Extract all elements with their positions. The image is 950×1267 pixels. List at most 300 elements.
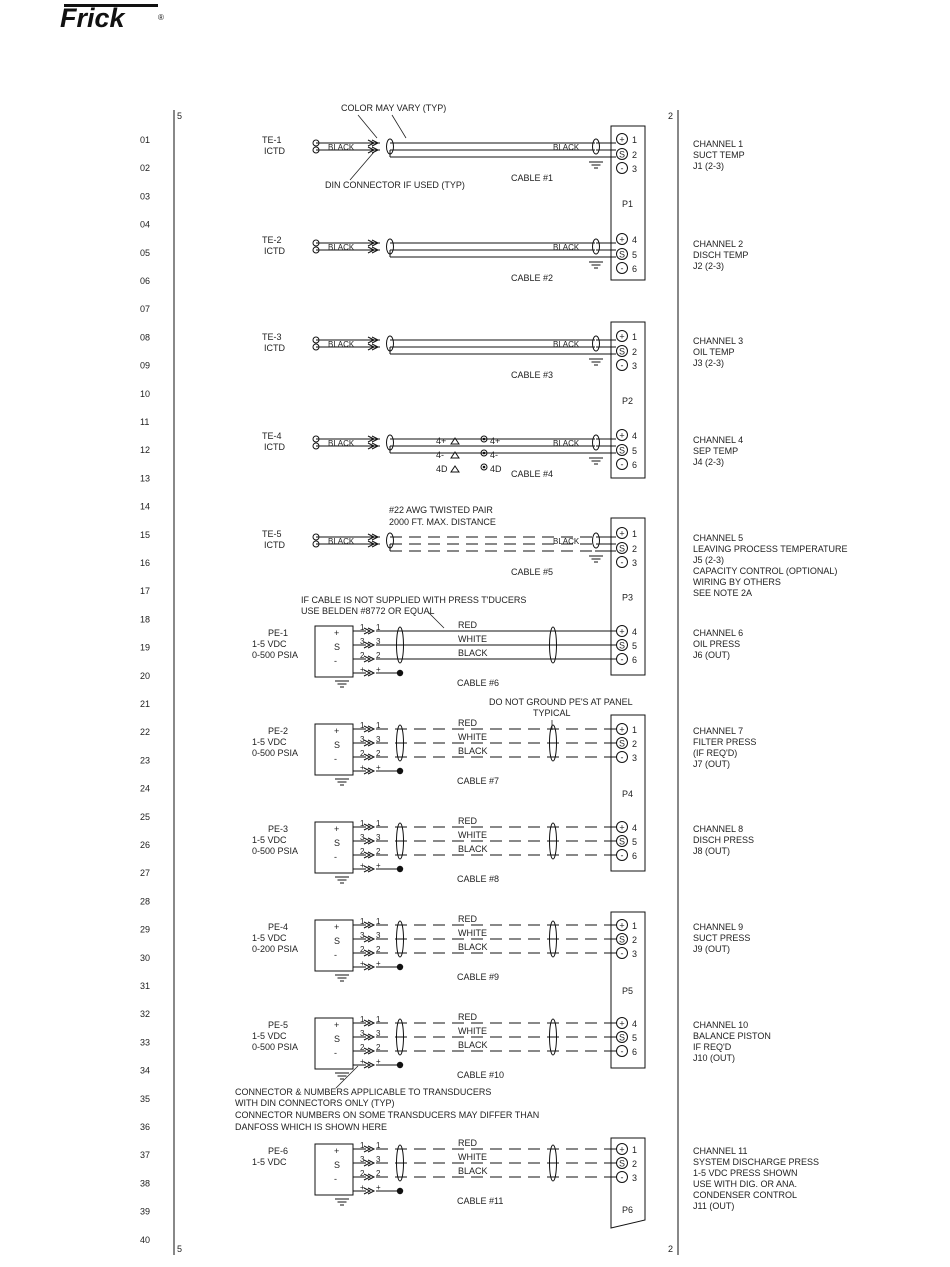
channel-label: J7 (OUT) <box>693 759 730 769</box>
transducer-term: - <box>334 1048 337 1058</box>
din-pin-number: 3 <box>360 735 365 744</box>
channel-label: SYSTEM DISCHARGE PRESS <box>693 1157 820 1167</box>
temperature-channels <box>262 134 848 599</box>
pin-symbol: + <box>619 134 625 145</box>
row-number: 36 <box>140 1122 151 1132</box>
drain-wire-node <box>397 1062 403 1068</box>
cable-label: CABLE #1 <box>511 173 554 183</box>
channel-label: CHANNEL 5 <box>693 533 744 543</box>
din-pin-number: 1 <box>360 819 365 828</box>
sensor-label: PE-3 <box>268 824 289 834</box>
cable-label: CABLE #11 <box>457 1196 504 1206</box>
sensor-label: 0-500 PSIA <box>252 748 299 758</box>
channel-label: CHANNEL 9 <box>693 922 744 932</box>
terminal-right: 4D <box>490 464 502 474</box>
pin-number: 2 <box>632 150 638 160</box>
channel-label: LEAVING PROCESS TEMPERATURE <box>693 544 848 554</box>
transducer-term: - <box>334 656 337 666</box>
channel-label: CHANNEL 6 <box>693 628 744 638</box>
sensor-label: PE-2 <box>268 726 289 736</box>
pin-number: 1 <box>632 529 638 539</box>
din-pin-number: 3 <box>360 833 365 842</box>
pin-symbol: - <box>620 752 624 763</box>
din-pin-number: 3 <box>376 735 381 744</box>
plug-box <box>611 912 645 1068</box>
border-mark-left-top: 5 <box>177 111 183 121</box>
row-number: 11 <box>140 417 150 427</box>
wire-color: WHITE <box>458 928 487 938</box>
din-pin-number: 2 <box>360 847 365 856</box>
din-pin-number: 3 <box>376 1155 381 1164</box>
channel-label: OIL PRESS <box>693 639 741 649</box>
row-number: 22 <box>140 727 151 738</box>
din-pin-number: + <box>360 1057 365 1066</box>
din-pin-number: + <box>376 1057 381 1066</box>
sensor-label: 1-5 VDC <box>252 933 287 943</box>
row-number: 09 <box>140 360 151 371</box>
din-pin-number: + <box>360 763 365 772</box>
sensor-tag: TE-5 <box>262 529 282 539</box>
pin-symbol: + <box>619 1018 625 1029</box>
channel-label: (IF REQ'D) <box>693 748 738 758</box>
sensor-type: ICTD <box>264 540 285 550</box>
plug-label: P5 <box>622 986 634 996</box>
pin-symbol: + <box>619 331 625 342</box>
pin-number: 5 <box>632 250 638 260</box>
pin-symbol: - <box>620 850 624 861</box>
cable-label: CABLE #5 <box>511 567 554 577</box>
row-number: 21 <box>140 699 151 709</box>
sensor-label: PE-6 <box>268 1146 289 1156</box>
plug-box <box>611 715 645 871</box>
pin-symbol: S <box>618 1158 626 1169</box>
din-pin-number: 1 <box>360 1015 365 1024</box>
row-number: 18 <box>140 614 151 625</box>
channel-label: SUCT TEMP <box>693 150 745 160</box>
channel-label: WIRING BY OTHERS <box>693 577 781 587</box>
transducer-term: S <box>334 1034 341 1044</box>
note-connector-line2: WITH DIN CONNECTORS ONLY (TYP) <box>235 1098 395 1108</box>
transducer-term: + <box>334 824 340 834</box>
cable-label: CABLE #4 <box>511 469 554 479</box>
din-pin-number: 1 <box>360 721 365 730</box>
cable-label: CABLE #9 <box>457 972 500 982</box>
din-pin-number: 2 <box>360 651 365 660</box>
pin-symbol: S <box>618 346 626 357</box>
wire-color: RED <box>458 718 478 728</box>
cable-label: CABLE #10 <box>457 1070 505 1080</box>
row-number: 02 <box>140 163 151 174</box>
channel-label: J4 (2-3) <box>693 457 725 467</box>
channel-label: CONDENSER CONTROL <box>693 1190 798 1200</box>
row-number: 38 <box>140 1178 151 1189</box>
din-pin-number: 1 <box>376 1141 381 1150</box>
pin-symbol: - <box>620 360 624 371</box>
channel-label: CHANNEL 7 <box>693 726 744 736</box>
pin-number: 6 <box>632 1047 638 1057</box>
pin-number: 2 <box>632 739 638 749</box>
sensor-label: 1-5 VDC <box>252 737 287 747</box>
pin-number: 3 <box>632 164 638 174</box>
sensor-label: 1-5 VDC <box>252 639 287 649</box>
note-awg-line1: #22 AWG TWISTED PAIR <box>389 505 493 515</box>
terminal-right: 4- <box>490 450 499 460</box>
pressure-channel <box>252 914 750 982</box>
sensor-tag: TE-2 <box>262 235 282 245</box>
transducer-term: - <box>334 754 337 764</box>
din-pin-number: 1 <box>376 819 381 828</box>
row-number: 25 <box>140 811 151 822</box>
wire-color: RED <box>458 1012 478 1022</box>
din-pin-number: + <box>376 665 381 674</box>
pin-number: 4 <box>632 1019 638 1029</box>
note-no-ground-line1: DO NOT GROUND PE'S AT PANEL <box>489 697 633 707</box>
channel-label: J9 (OUT) <box>693 944 730 954</box>
transducer-term: + <box>334 922 340 932</box>
drain-wire-node <box>397 964 403 970</box>
pin-symbol: - <box>620 1172 624 1183</box>
din-pin-number: 2 <box>360 749 365 758</box>
logo-text: Frick <box>60 3 125 33</box>
logo-registered-mark: ® <box>158 13 164 22</box>
channel-label: SEP TEMP <box>693 446 739 456</box>
temp-channel <box>262 234 748 284</box>
sensor-label: 0-500 PSIA <box>252 1042 299 1052</box>
channel-label: OIL TEMP <box>693 347 735 357</box>
terminal-left: 4- <box>436 450 445 460</box>
din-pin-number: + <box>360 959 365 968</box>
pin-number: 4 <box>632 627 638 637</box>
channel-label: USE WITH DIG. OR ANA. <box>693 1179 798 1189</box>
pin-symbol: - <box>620 263 624 274</box>
row-number: 30 <box>140 952 151 963</box>
sensor-label: 1-5 VDC <box>252 835 287 845</box>
din-pin-number: 3 <box>360 637 365 646</box>
din-pin-number: 2 <box>376 1043 381 1052</box>
cable-label: CABLE #7 <box>457 776 500 786</box>
drain-wire-node <box>397 1188 403 1194</box>
channel-label: CHANNEL 1 <box>693 139 744 149</box>
channel-label: J6 (OUT) <box>693 650 730 660</box>
row-number: 05 <box>140 247 151 258</box>
note-connector-line1: CONNECTOR & NUMBERS APPLICABLE TO TRANSDUCERS <box>235 1087 492 1097</box>
transducer-term: - <box>334 852 337 862</box>
sensor-tag: TE-4 <box>262 431 282 441</box>
wire-color: RED <box>458 620 478 630</box>
pin-symbol: - <box>620 163 624 174</box>
row-number: 28 <box>140 896 151 907</box>
channel-label: CHANNEL 3 <box>693 336 744 346</box>
wire-color: WHITE <box>458 732 487 742</box>
transducer-term: S <box>334 1160 341 1170</box>
row-number: 03 <box>140 191 151 202</box>
row-number: 35 <box>140 1093 151 1104</box>
row-number: 40 <box>140 1234 151 1245</box>
pin-number: 3 <box>632 361 638 371</box>
row-number: 39 <box>140 1206 151 1217</box>
row-number: 29 <box>140 924 151 935</box>
pin-symbol: + <box>619 528 625 539</box>
plug-box <box>611 126 645 280</box>
pin-number: 3 <box>632 753 638 763</box>
transducer-term: - <box>334 1174 337 1184</box>
pin-number: 6 <box>632 851 638 861</box>
sensor-type: ICTD <box>264 343 285 353</box>
plug-box <box>611 322 645 478</box>
temp-channel <box>262 528 848 599</box>
wire-color: BLACK <box>458 942 488 952</box>
pin-symbol: - <box>620 1046 624 1057</box>
pin-number: 5 <box>632 837 638 847</box>
note-no-ground-line2: TYPICAL <box>533 708 571 718</box>
din-pin-number: 2 <box>376 749 381 758</box>
din-pin-number: + <box>376 763 381 772</box>
din-pin-number: 2 <box>360 1043 365 1052</box>
row-numbers <box>140 135 150 1245</box>
row-number: 01 <box>140 135 151 145</box>
sensor-label: PE-4 <box>268 922 289 932</box>
note-connector-line3: CONNECTOR NUMBERS ON SOME TRANSDUCERS MAY DIFFER THAN <box>235 1110 540 1120</box>
channel-label: IF REQ'D <box>693 1042 732 1052</box>
row-number: 17 <box>140 586 151 597</box>
din-pin-number: 3 <box>360 1155 365 1164</box>
row-number: 16 <box>140 558 151 568</box>
wire-color-right: BLACK <box>553 143 580 152</box>
terminal-left: 4D <box>436 464 448 474</box>
drain-wire-node <box>397 768 403 774</box>
cable-label: CABLE #6 <box>457 678 500 688</box>
din-pin-number: 3 <box>376 833 381 842</box>
row-number: 33 <box>140 1037 151 1048</box>
row-number: 14 <box>140 501 151 512</box>
channel-label: CHANNEL 2 <box>693 239 744 249</box>
row-number: 04 <box>140 219 151 230</box>
sensor-label: 1-5 VDC <box>252 1157 287 1167</box>
wire-color: WHITE <box>458 830 487 840</box>
din-pin-number: 2 <box>376 945 381 954</box>
plug-boxes <box>611 126 645 1228</box>
plug-box <box>611 1138 645 1228</box>
channel-label: SEE NOTE 2A <box>693 588 753 598</box>
transducer-term: S <box>334 642 341 652</box>
din-pin-number: + <box>376 861 381 870</box>
wire-color: RED <box>458 816 478 826</box>
channel-label: CHANNEL 10 <box>693 1020 749 1030</box>
sensor-type: ICTD <box>264 246 285 256</box>
pin-number: 5 <box>632 1033 638 1043</box>
wire-color: WHITE <box>458 1026 487 1036</box>
pin-number: 6 <box>632 655 638 665</box>
temp-channel <box>262 134 745 184</box>
pin-number: 1 <box>632 135 638 145</box>
channel-label: J2 (2-3) <box>693 261 725 271</box>
channel-label: J8 (OUT) <box>693 846 730 856</box>
plug-label: P3 <box>622 592 634 603</box>
sensor-tag: TE-3 <box>262 332 282 342</box>
channel-label: J10 (OUT) <box>693 1053 736 1063</box>
cable-label: CABLE #2 <box>511 273 554 283</box>
transducer-term: + <box>334 1020 340 1030</box>
sensor-label: PE-1 <box>268 628 289 638</box>
pin-symbol: S <box>618 445 626 456</box>
transducer-term: + <box>334 1146 340 1156</box>
temp-channel <box>262 430 743 480</box>
din-pin-number: 2 <box>376 651 381 660</box>
din-pin-number: 2 <box>376 847 381 856</box>
din-pin-number: 2 <box>376 1169 381 1178</box>
row-number: 10 <box>140 388 151 399</box>
row-number: 12 <box>140 445 151 456</box>
row-number: 06 <box>140 276 151 286</box>
din-pin-number: 1 <box>360 917 365 926</box>
wire-color: WHITE <box>458 634 487 644</box>
pin-symbol: + <box>619 920 625 931</box>
channel-label: SUCT PRESS <box>693 933 751 943</box>
border-mark-left-bottom: 5 <box>177 1244 183 1254</box>
note-din-connector: DIN CONNECTOR IF USED (TYP) <box>325 180 465 190</box>
sensor-type: ICTD <box>264 146 285 156</box>
sensor-label: 0-500 PSIA <box>252 846 299 856</box>
pin-number: 2 <box>632 544 638 554</box>
din-pin-number: 3 <box>376 1029 381 1038</box>
din-pin-number: 3 <box>360 1029 365 1038</box>
channel-label: J1 (2-3) <box>693 161 725 171</box>
note-color-vary: COLOR MAY VARY (TYP) <box>341 103 447 113</box>
din-pin-number: 2 <box>360 945 365 954</box>
pin-number: 5 <box>632 446 638 456</box>
din-pin-number: 2 <box>360 1169 365 1178</box>
pin-number: 1 <box>632 1145 638 1155</box>
cable-label: CABLE #8 <box>457 874 500 884</box>
wire-color-right: BLACK <box>553 243 580 252</box>
din-pin-number: 3 <box>376 931 381 940</box>
border-mark-right-top: 2 <box>668 111 674 121</box>
border-mark-right-bottom: 2 <box>668 1244 674 1254</box>
wire-color: BLACK <box>458 844 488 854</box>
din-pin-number: 1 <box>360 1141 365 1150</box>
row-number: 19 <box>140 642 151 653</box>
pin-number: 4 <box>632 235 638 245</box>
plug-label: P6 <box>622 1205 634 1215</box>
pin-symbol: - <box>620 459 624 470</box>
pin-number: 1 <box>632 725 638 735</box>
wire-color-right: BLACK <box>553 439 580 448</box>
sensor-label: 1-5 VDC <box>252 1031 287 1041</box>
wire-color-right: BLACK <box>553 340 580 349</box>
pin-number: 2 <box>632 935 638 945</box>
sensor-label: PE-5 <box>268 1020 289 1030</box>
pin-number: 6 <box>632 460 638 470</box>
row-number: 13 <box>140 473 151 484</box>
din-pin-number: 3 <box>360 931 365 940</box>
row-number: 32 <box>140 1009 151 1020</box>
frick-logo <box>60 3 164 33</box>
din-pin-number: + <box>360 1183 365 1192</box>
plug-label: P1 <box>622 199 634 209</box>
sensor-label: 0-200 PSIA <box>252 944 299 954</box>
din-pin-number: 1 <box>360 623 365 632</box>
wire-color: RED <box>458 1138 478 1148</box>
channel-label: J3 (2-3) <box>693 358 725 368</box>
pin-number: 3 <box>632 558 638 568</box>
channel-label: DISCH PRESS <box>693 835 755 845</box>
row-number: 34 <box>140 1065 151 1076</box>
row-number: 26 <box>140 840 151 850</box>
pin-number: 2 <box>632 1159 638 1169</box>
wire-color-left: BLACK <box>328 537 355 546</box>
din-pin-number: + <box>376 1183 381 1192</box>
wire-color-left: BLACK <box>328 143 355 152</box>
row-number: 31 <box>140 981 151 991</box>
pin-number: 3 <box>632 949 638 959</box>
pin-symbol: + <box>619 1144 625 1155</box>
row-number: 23 <box>140 755 151 766</box>
pin-symbol: + <box>619 626 625 637</box>
pin-number: 4 <box>632 823 638 833</box>
channel-label: CHANNEL 8 <box>693 824 744 834</box>
pin-number: 3 <box>632 1173 638 1183</box>
transducer-term: + <box>334 628 340 638</box>
wire-color: BLACK <box>458 1040 488 1050</box>
pin-number: 5 <box>632 641 638 651</box>
din-pin-number: 1 <box>376 623 381 632</box>
channel-label: BALANCE PISTON <box>693 1031 771 1041</box>
wire-color-left: BLACK <box>328 340 355 349</box>
pin-symbol: S <box>618 543 626 554</box>
wire-color: BLACK <box>458 648 488 658</box>
note-connector-line4: DANFOSS WHICH IS SHOWN HERE <box>235 1122 388 1132</box>
pin-symbol: + <box>619 822 625 833</box>
din-pin-number: + <box>360 861 365 870</box>
pressure-channel <box>252 816 754 884</box>
pin-symbol: + <box>619 430 625 441</box>
wire-color-left: BLACK <box>328 243 355 252</box>
wire-color: RED <box>458 914 478 924</box>
transducer-term: S <box>334 838 341 848</box>
din-pin-number: 1 <box>376 917 381 926</box>
wire-color-left: BLACK <box>328 439 355 448</box>
terminal-right: 4+ <box>490 436 501 446</box>
channel-label: CHANNEL 11 <box>693 1146 748 1156</box>
pin-symbol: S <box>618 249 626 260</box>
transducer-term: + <box>334 726 340 736</box>
wire-color: BLACK <box>458 746 488 756</box>
row-number: 27 <box>140 868 151 879</box>
sensor-type: ICTD <box>264 442 285 452</box>
pin-symbol: S <box>618 738 626 749</box>
row-number: 08 <box>140 332 151 343</box>
pin-number: 1 <box>632 332 638 342</box>
pin-symbol: + <box>619 724 625 735</box>
pin-symbol: - <box>620 654 624 665</box>
note-cable-line2: USE BELDEN #8772 OR EQUAL <box>301 606 435 616</box>
cable-label: CABLE #3 <box>511 370 554 380</box>
din-pin-number: 3 <box>376 637 381 646</box>
row-number: 20 <box>140 670 151 681</box>
transducer-term: S <box>334 936 341 946</box>
din-pin-number: + <box>360 665 365 674</box>
channel-label: DISCH TEMP <box>693 250 749 260</box>
sensor-label: 0-500 PSIA <box>252 650 299 660</box>
pin-symbol: S <box>618 836 626 847</box>
row-number: 24 <box>140 783 151 794</box>
channel-label: J5 (2-3) <box>693 555 725 565</box>
pressure-channel <box>252 1138 819 1211</box>
drain-wire-node <box>397 670 403 676</box>
pin-symbol: S <box>618 149 626 160</box>
pin-symbol: S <box>618 1032 626 1043</box>
row-number: 15 <box>140 529 151 540</box>
